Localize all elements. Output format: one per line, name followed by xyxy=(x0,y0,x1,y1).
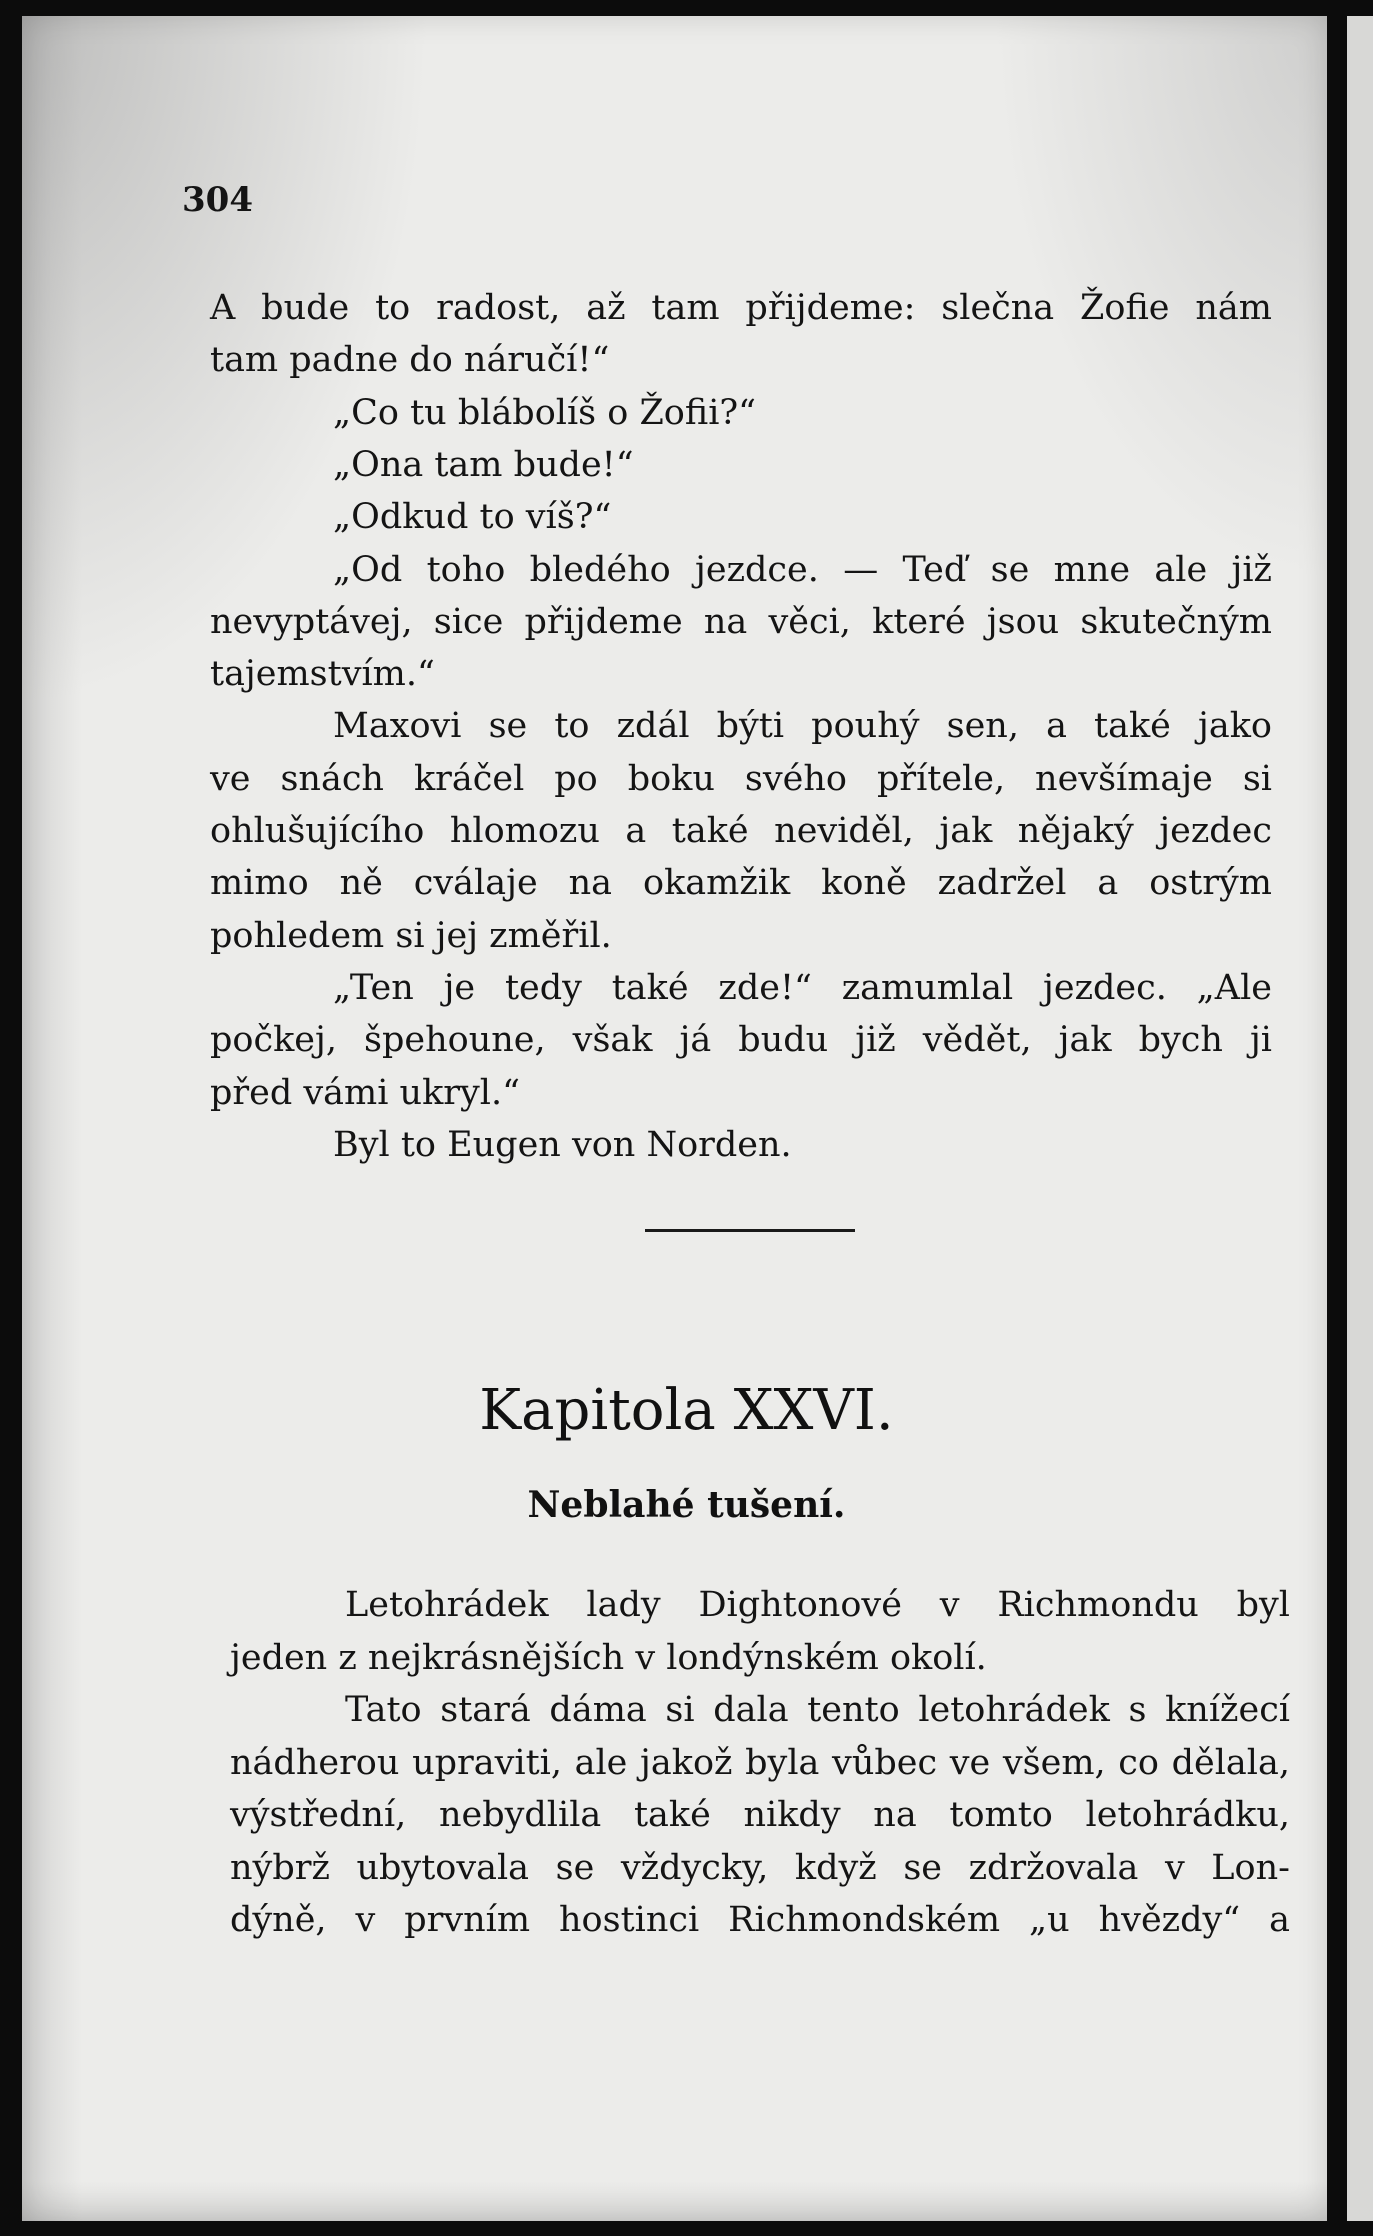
text-line: nevyptávej, sice přijdeme na věci, které jsou skutečným xyxy=(210,601,1272,642)
text-line: nádherou upraviti, ale jakož byla vůbec ve všem, co dělala, xyxy=(230,1742,1290,1783)
text-line: jeden z nejkrásnějších v londýnském okolí. xyxy=(230,1637,987,1678)
page-number: 304 xyxy=(182,180,253,220)
chapter-title: Kapitola XXVI. xyxy=(479,1378,894,1443)
text-line: Letohrádek lady Dightonové v Richmondu byl xyxy=(345,1585,1290,1625)
text-line: nýbrž ubytovala se vždycky, když se zdržovala v Lon- xyxy=(230,1847,1290,1888)
text-line: „Odkud to víš?“ xyxy=(333,497,612,538)
text-line: Maxovi se to zdál býti pouhý sen, a také jako xyxy=(333,706,1272,747)
page-edge-strip xyxy=(1347,16,1373,2221)
text-line: ve snách kráčel po boku svého přítele, nevšímaje si xyxy=(210,758,1272,799)
text-line: Byl to Eugen von Norden. xyxy=(333,1124,792,1165)
text-line: „Ten je tedy také zde!“ zamumlal jezdec. „Ale xyxy=(333,967,1272,1008)
text-line: A bude to radost, až tam přijdeme: slečna Žofie nám xyxy=(210,288,1272,328)
text-line: počkej, špehoune, však já budu již vědět, jak bych ji xyxy=(210,1020,1272,1061)
text-line: dýně, v prvním hostinci Richmondském „u hvězdy“ a xyxy=(230,1900,1290,1940)
text-line: před vámi ukryl.“ xyxy=(210,1072,520,1113)
chapter-subtitle: Neblahé tušení. xyxy=(527,1484,846,1526)
text-line: ohlušujícího hlomozu a také neviděl, jak nějaký jezdec xyxy=(210,811,1272,851)
text-line: tam padne do náručí!“ xyxy=(210,340,610,381)
text-line: výstřední, nebydlila také nikdy na tomto letohrádku, xyxy=(230,1795,1290,1835)
text-line: mimo ně cválaje na okamžik koně zadržel a ostrým xyxy=(210,863,1272,904)
text-line: „Od toho bledého jezdce. — Teď se mne ale již xyxy=(333,549,1272,590)
text-line: „Ona tam bude!“ xyxy=(333,444,634,485)
section-divider-rule xyxy=(645,1229,855,1232)
text-line: Tato stará dáma si dala tento letohrádek s knížecí xyxy=(345,1690,1290,1730)
text-line: pohledem si jej změřil. xyxy=(210,915,612,956)
text-line: tajemstvím.“ xyxy=(210,654,435,695)
text-line: „Co tu blábolíš o Žofii?“ xyxy=(333,392,757,433)
